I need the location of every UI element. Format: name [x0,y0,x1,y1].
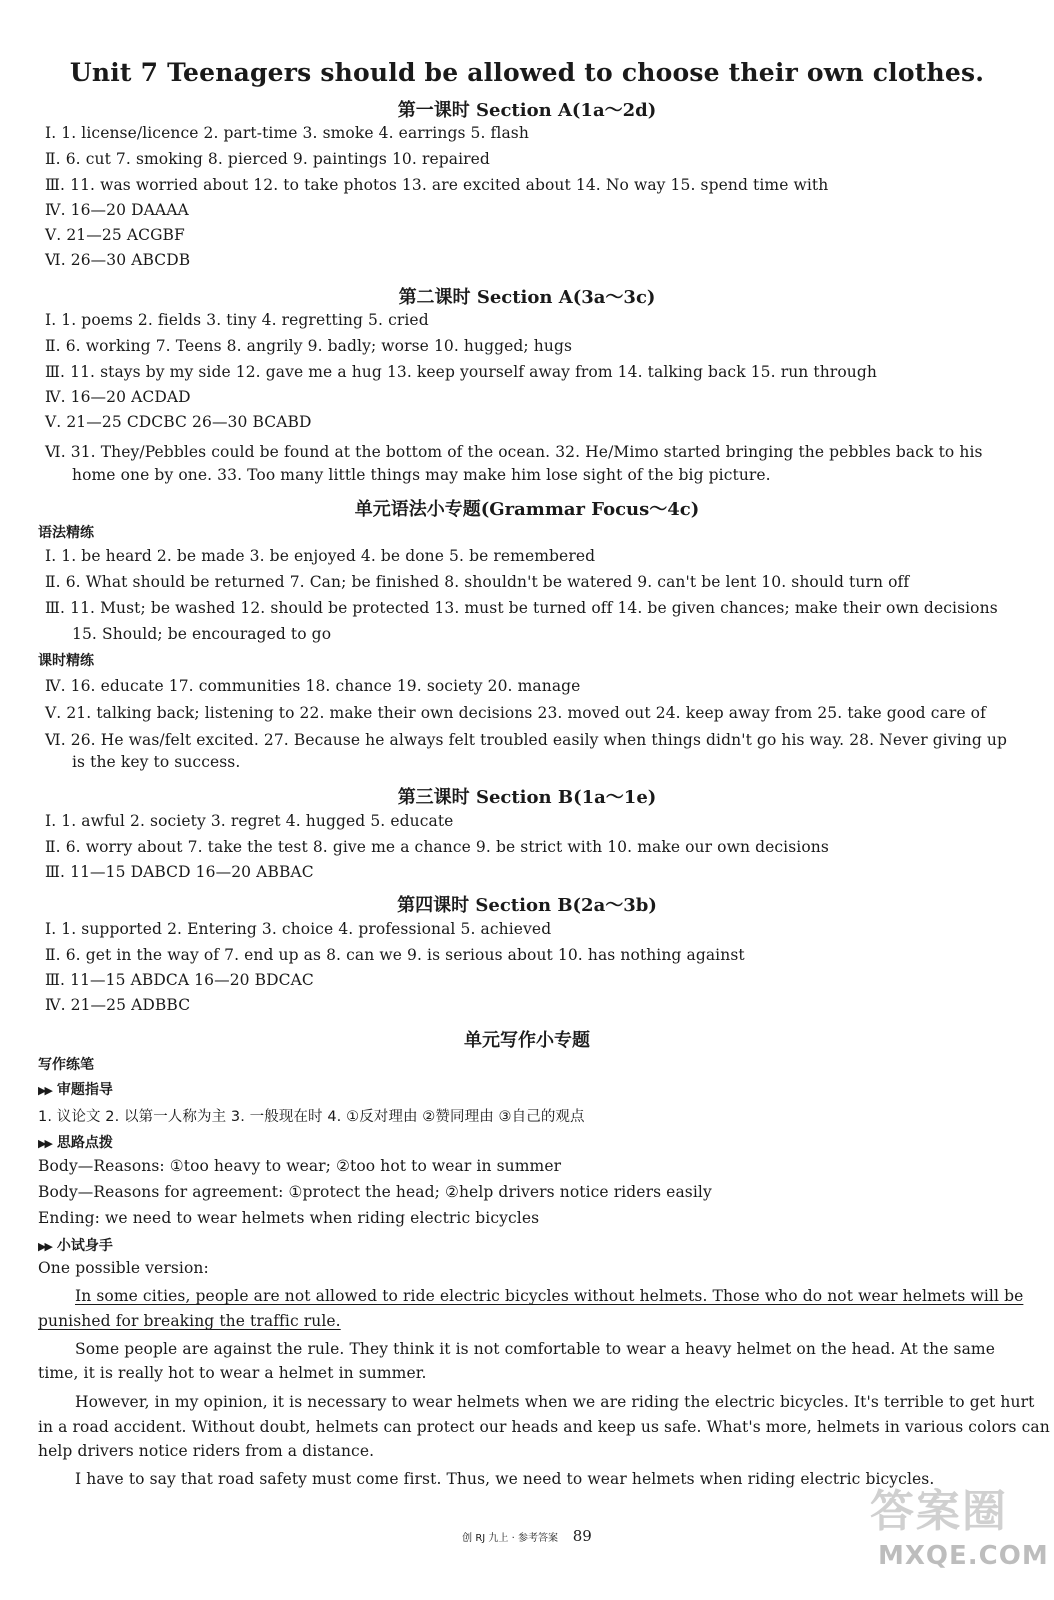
essay-line: time, it is really hot to wear a helmet in summer. [38,1364,427,1382]
subheading-writing-practice: 写作练笔 [38,1057,94,1073]
section-title-lesson-1: 第一课时 Section A(1a～2d) [397,100,657,121]
answer-line-continued: is the key to success. [72,753,241,771]
unit-title: Unit 7 Teenagers should be allowed to choose their own clothes. [69,58,985,87]
essay-line-underlined: punished for breaking the traffic rule. [38,1312,341,1330]
answer-line: Ⅴ. 21—25 ACGBF [45,226,185,244]
heading-topic-guide: ▶▶ 审题指导 [38,1082,113,1098]
answer-line: Ⅵ. 31. They/Pebbles could be found at the bottom of the ocean. 32. He/Mimo started bringing the pebbles back to his [45,443,983,461]
watermark-url: MXQE.COM [878,1541,1049,1571]
answer-line: Ⅲ. 11. was worried about 12. to take photos 13. are excited about 14. No way 15. spend time with [45,176,829,194]
section-title-grammar: 单元语法小专题(Grammar Focus～4c) [354,499,700,520]
answer-line: Ⅴ. 21. talking back; listening to 22. make their own decisions 23. moved out 24. keep away from 25. take good care of [45,704,986,722]
double-triangle-icon: ▶▶ [38,1137,51,1150]
heading-idea-tips: ▶▶ 思路点拨 [38,1135,113,1151]
answer-line-continued: home one by one. 33. Too many little things may make him lose sight of the big picture. [72,466,771,484]
answer-line: Ⅳ. 16—20 ACDAD [45,388,191,406]
idea-line: Body—Reasons for agreement: ①protect the head; ②help drivers notice riders easily [38,1183,712,1201]
answer-line: Ⅱ. 6. What should be returned 7. Can; be finished 8. shouldn't be watered 9. can't be lent 10. should turn off [45,573,910,591]
answer-line: Ⅲ. 11—15 ABDCA 16—20 BDCAC [45,971,314,989]
section-title-lesson-3: 第三课时 Section B(1a～1e) [397,787,657,808]
answer-line: Ⅵ. 26. He was/felt excited. 27. Because he always felt troubled easily when things didn't go his way. 28. Never giving up [45,731,1008,749]
answer-line: Ⅲ. 11. stays by my side 12. gave me a hug 13. keep yourself away from 14. talking back 15. run through [45,363,877,381]
answer-line: Ⅱ. 6. cut 7. smoking 8. pierced 9. paintings 10. repaired [45,150,490,168]
answer-line: Ⅳ. 16—20 DAAAA [45,201,189,219]
section-title-lesson-4: 第四课时 Section B(2a～3b) [397,895,657,916]
answer-line: Ⅱ. 6. worry about 7. take the test 8. give me a chance 9. be strict with 10. make our own decisions [45,838,829,856]
answer-line: Ⅰ. 1. poems 2. fields 3. tiny 4. regretting 5. cried [45,311,429,329]
subheading-lesson-practice: 课时精练 [38,653,94,669]
answer-line: Ⅰ. 1. awful 2. society 3. regret 4. hugged 5. educate [45,812,454,830]
version-label: One possible version: [38,1259,209,1277]
essay-line-underlined: In some cities, people are not allowed to ride electric bicycles without helmets. Those who do not wear helmets will be [75,1287,1024,1305]
idea-line: Body—Reasons: ①too heavy to wear; ②too hot to wear in summer [38,1157,562,1175]
double-triangle-icon: ▶▶ [38,1240,51,1253]
subheading-grammar-practice: 语法精练 [38,525,94,541]
essay-line: I have to say that road safety must come first. Thus, we need to wear helmets when riding electric bicycles. [75,1470,935,1488]
guide-line: 1. 议论文 2. 以第一人称为主 3. 一般现在时 4. ①反对理由 ②赞同理由 ③自己的观点 [38,1109,585,1125]
answer-line: Ⅰ. 1. be heard 2. be made 3. be enjoyed 4. be done 5. be remembered [45,547,596,565]
heading-try-it: ▶▶ 小试身手 [38,1238,113,1254]
essay-line: help drivers notice riders from a distance. [38,1442,375,1460]
page-number: 89 [572,1527,592,1545]
answer-line-continued: 15. Should; be encouraged to go [72,625,332,643]
answer-line: Ⅳ. 16. educate 17. communities 18. chance 19. society 20. manage [45,677,581,695]
watermark-logo-text: 答案圈 [870,1486,1008,1537]
essay-line: However, in my opinion, it is necessary to wear helmets when we are riding the electric bicycles. It's terrible to get hurt [75,1393,1035,1411]
idea-line: Ending: we need to wear helmets when riding electric bicycles [38,1209,540,1227]
answer-line: Ⅰ. 1. supported 2. Entering 3. choice 4. professional 5. achieved [45,920,552,938]
answer-line: Ⅲ. 11. Must; be washed 12. should be protected 13. must be turned off 14. be given chances; make their own decisions [45,599,998,617]
section-title-lesson-2: 第二课时 Section A(3a～3c) [398,287,656,308]
answer-line: Ⅱ. 6. get in the way of 7. end up as 8. can we 9. is serious about 10. has nothing against [45,946,745,964]
answer-line: Ⅴ. 21—25 CDCBC 26—30 BCABD [45,413,312,431]
answer-line: Ⅰ. 1. license/licence 2. part-time 3. smoke 4. earrings 5. flash [45,124,529,142]
book-tag: 创 RJ 九上 · 参考答案 [462,1533,558,1544]
section-title-writing: 单元写作小专题 [464,1030,590,1051]
answer-line: Ⅳ. 21—25 ADBBC [45,996,191,1014]
answer-line: Ⅲ. 11—15 DABCD 16—20 ABBAC [45,863,314,881]
essay-line: in a road accident. Without doubt, helmets can protect our heads and keep us safe. What's more, helmets in various colors can [38,1418,1050,1436]
essay-line: Some people are against the rule. They think it is not comfortable to wear a heavy helmet on the head. At the same [75,1340,995,1358]
answer-line: Ⅱ. 6. working 7. Teens 8. angrily 9. badly; worse 10. hugged; hugs [45,337,573,355]
answer-line: Ⅵ. 26—30 ABCDB [45,251,191,269]
double-triangle-icon: ▶▶ [38,1084,51,1097]
site-watermark [870,1475,1049,1585]
